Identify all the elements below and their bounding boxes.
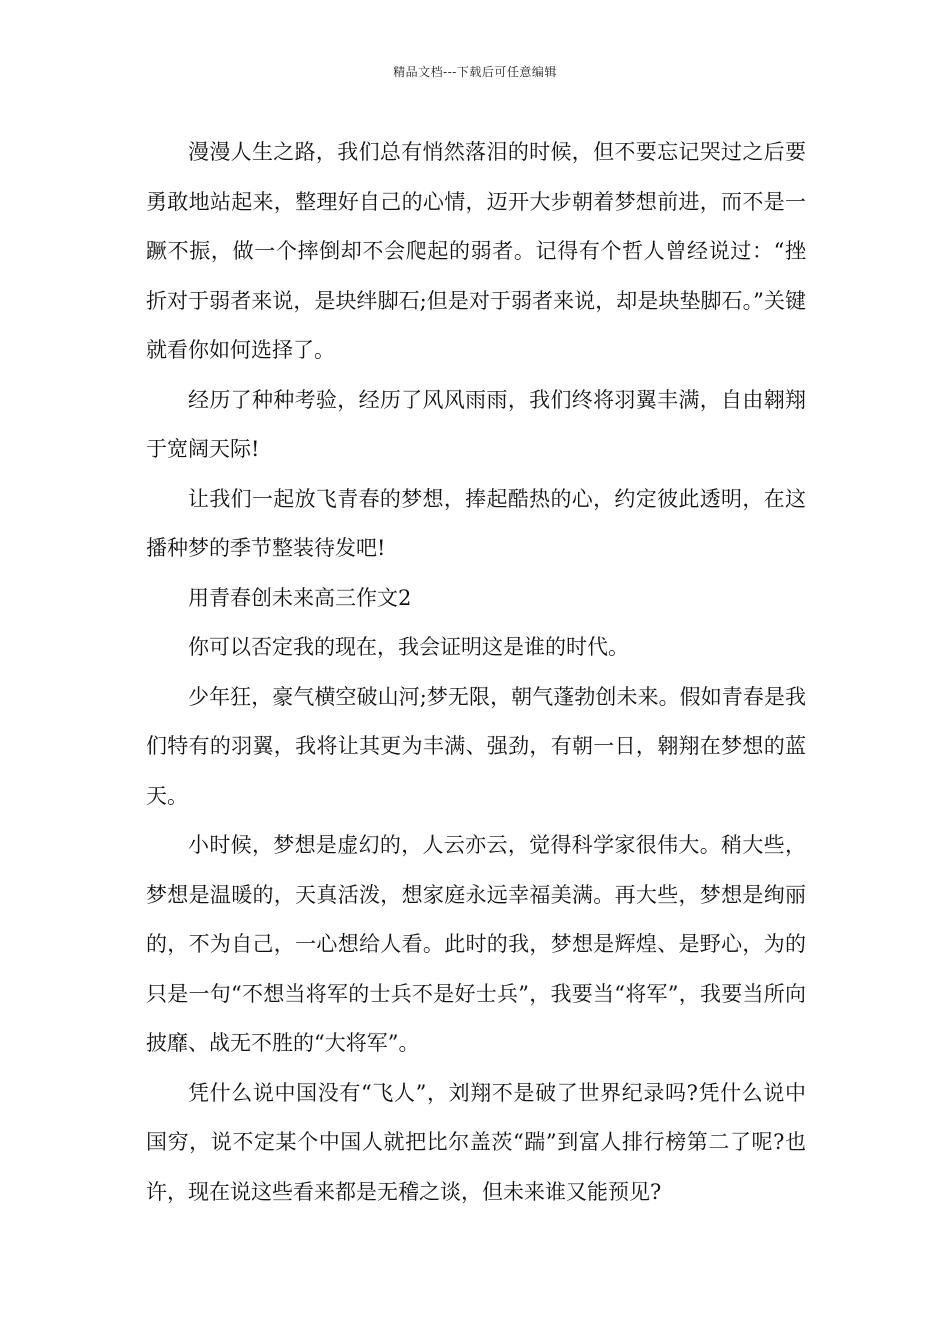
paragraph-4: 你可以否定我的现在，我会证明这是谁的时代。 [188, 635, 629, 659]
section-heading: 用青春创未来高三作文2 [188, 585, 412, 610]
document-body [146, 128, 806, 1217]
paragraph-3: 让我们一起放飞青春的梦想，捧起酷热的心，约定彼此透明，在这播种梦的季节整装待发吧! [146, 486, 806, 560]
paragraph-1: 漫漫人生之路，我们总有悄然落泪的时候，但不要忘记哭过之后要勇敢地站起来，整理好自己的心情，迈开大步朝着梦想前进，而不是一蹶不振，做一个摔倒却不会爬起的弱者。记得有个哲人曾经说过：“挫折对于弱者来说，是块绊脚石;但是对于弱者来说，却是块垫脚石。”关键就看你如何选择了。 [146, 140, 806, 362]
paragraph-7: 凭什么说中国没有“飞人”，刘翔不是破了世界纪录吗?凭什么说中国穷，说不定某个中国人就把比尔盖茨“踹”到富人排行榜第二了呢?也许，现在说这些看来都是无稽之谈，但未来谁又能预见? [146, 1080, 806, 1204]
paragraph-2: 经历了种种考验，经历了风风雨雨，我们终将羽翼丰满，自由翱翔于宽阔天际! [146, 387, 806, 461]
page-header: 精品文档---下载后可任意编辑 [393, 65, 557, 79]
paragraph-6: 小时候，梦想是虚幻的，人云亦云，觉得科学家很伟大。稍大些，梦想是温暖的，天真活泼，想家庭永远幸福美满。再大些，梦想是绚丽的，不为自己，一心想给人看。此时的我，梦想是辉煌、是野心，为的只是一句“不想当将军的士兵不是好士兵”，我要当“将军”，我要当所向披靡、战无不胜的“大将军”。 [146, 833, 806, 1055]
paragraph-5: 少年狂，豪气横空破山河;梦无限，朝气蓬勃创未来。假如青春是我们特有的羽翼，我将让其更为丰满、强劲，有朝一日，翱翔在梦想的蓝天。 [146, 684, 806, 808]
